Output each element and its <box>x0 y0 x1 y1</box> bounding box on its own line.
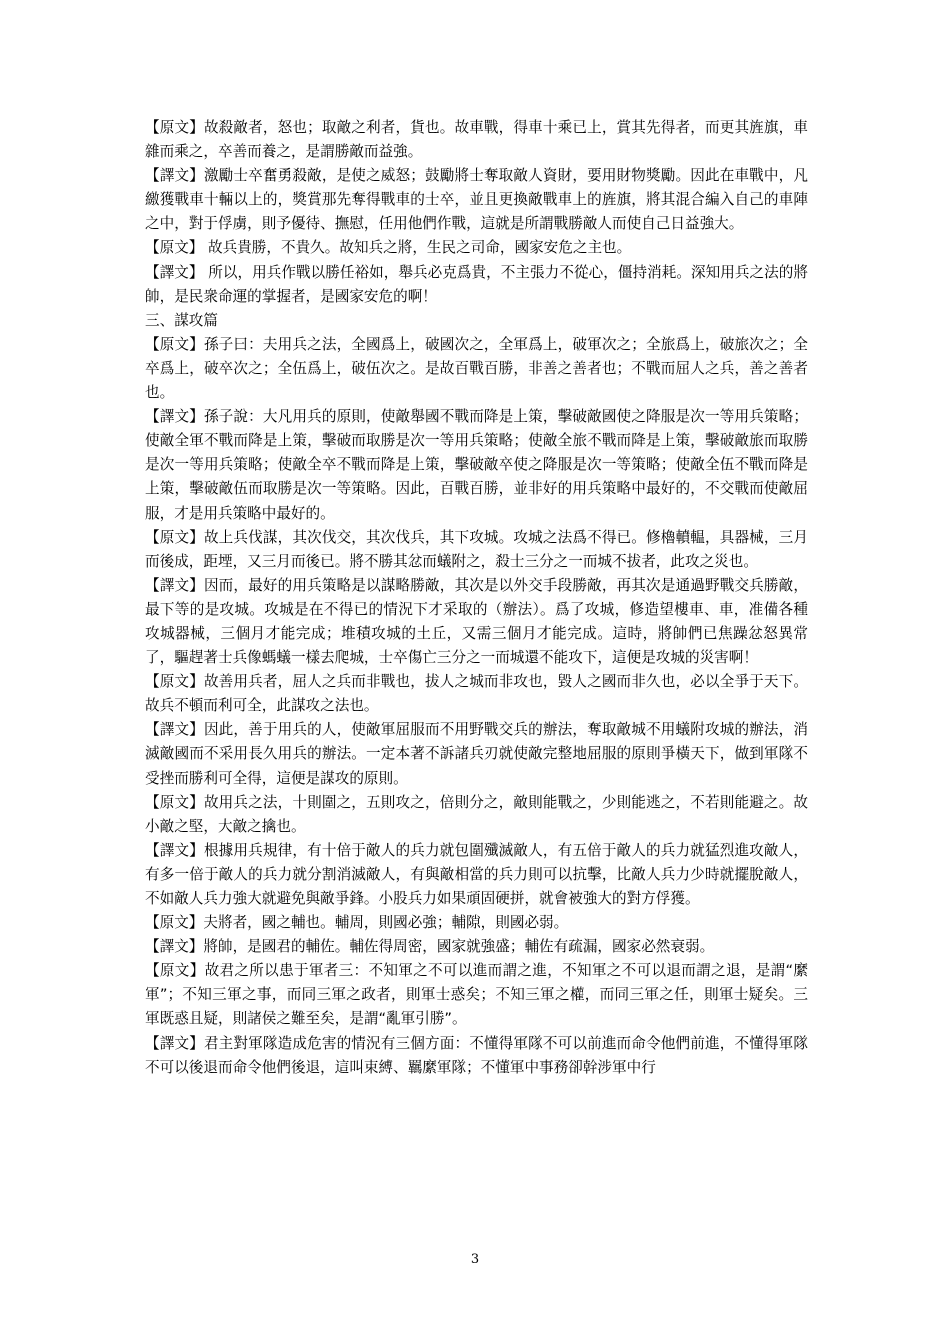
paragraph-translation-5: 【譯文】因此，善于用兵的人，使敵軍屈服而不用野戰交兵的辦法，奪取敵城不用蟻附攻城的辦法，消滅敵國而不采用長久用兵的辦法。一定本著不訴諸兵刃就使敵完整地屈服的原則爭橫天下，做到軍隊不受挫而勝利可全得，這便是謀攻的原則。 <box>145 721 808 787</box>
section-heading: 三、謀攻篇 <box>145 311 218 329</box>
paragraph-original-2: 【原文】 故兵貴勝，不貴久。故知兵之將，生民之司命，國家安危之主也。 <box>145 239 632 257</box>
paragraph-translation-4: 【譯文】因而，最好的用兵策略是以謀略勝敵，其次是以外交手段勝敵，再其次是通過野戰交兵勝敵，最下等的是攻城。攻城是在不得已的情況下才采取的（辦法）。爲了攻城，修造望樓車、車，准備各種攻城器械，三個月才能完成；堆積攻城的土丘，又需三個月才能完成。這時，將帥們已焦躁忿怒異常了，驅趕著士兵像螞蟻一樣去爬城，士卒傷亡三分之一而城還不能攻下，這便是攻城的災害啊！ <box>145 576 808 667</box>
paragraph-translation-7: 【譯文】將帥，是國君的輔佐。輔佐得周密，國家就強盛；輔佐有疏漏，國家必然衰弱。 <box>145 938 715 956</box>
paragraph-original-4: 【原文】故上兵伐謀，其次伐交，其次伐兵，其下攻城。攻城之法爲不得已。修櫓轒輼，具器械，三月而後成，距堙，又三月而後已。將不勝其忿而蟻附之，殺士三分之一而城不拔者，此攻之災也。 <box>145 528 808 570</box>
page-number: 3 <box>470 1252 480 1267</box>
paragraph-translation-3: 【譯文】孫子說：大凡用兵的原則，使敵舉國不戰而降是上策，擊破敵國使之降服是次一等用兵策略；使敵全軍不戰而降是上策，擊破而取勝是次一等用兵策略；使敵全旅不戰而降是上策，擊破敵旅而取勝是次一等用兵策略；使敵全卒不戰而降是上策，擊破敵卒使之降服是次一等策略；使敵全伍不戰而降是上策，擊破敵伍而取勝是次一等策略。因此，百戰百勝，並非好的用兵策略中最好的，不交戰而使敵屈服，才是用兵策略中最好的。 <box>145 408 808 522</box>
paragraph-translation-2: 【譯文】 所以，用兵作戰以勝任裕如，舉兵必克爲貴，不主張力不從心，僵持消耗。深知用兵之法的將帥，是民衆命運的掌握者，是國家安危的啊！ <box>145 263 808 305</box>
paragraph-original-6: 【原文】故用兵之法，十則圍之，五則攻之，倍則分之，敵則能戰之，少則能逃之，不若則能避之。故小敵之堅，大敵之擒也。 <box>145 793 808 835</box>
paragraph-translation-6: 【譯文】根據用兵規律，有十倍于敵人的兵力就包圍殲滅敵人，有五倍于敵人的兵力就猛烈進攻敵人，有多一倍于敵人的兵力就分割消滅敵人，有與敵相當的兵力則可以抗擊，比敵人兵力少時就擺脫敵人，不如敵人兵力強大就避免與敵爭鋒。小股兵力如果頑固硬拼，就會被強大的對方俘獲。 <box>145 841 808 907</box>
paragraph-translation-1: 【譯文】激勵士卒奮勇殺敵，是使之威怒；鼓勵將士奪取敵人資財，要用財物獎勵。因此在車戰中，凡繳獲戰車十輛以上的，獎賞那先奪得戰車的士卒，並且更換敵戰車上的旌旗，將其混合編入自己的車陣之中，對于俘虜，則予優待、撫慰，任用他們作戰，這就是所謂戰勝敵人而使自己日益強大。 <box>145 167 808 233</box>
paragraph-original-3: 【原文】孫子曰：夫用兵之法，全國爲上，破國次之，全軍爲上，破軍次之；全旅爲上，破旅次之；全卒爲上，破卒次之；全伍爲上，破伍次之。是故百戰百勝，非善之善者也；不戰而屈人之兵，善之善者也。 <box>145 335 808 402</box>
paragraph-original-5: 【原文】故善用兵者，屈人之兵而非戰也，拔人之城而非攻也，毀人之國而非久也，必以全爭于天下。故兵不頓而利可全，此謀攻之法也。 <box>145 673 808 715</box>
paragraph-translation-8: 【譯文】君主對軍隊造成危害的情況有三個方面：不懂得軍隊不可以前進而命令他們前進，不懂得軍隊不可以後退而命令他們後退，這叫束縛、羈縻軍隊；不懂軍中事務卻幹涉軍中行 <box>145 1034 808 1076</box>
paragraph-original-7: 【原文】夫將者，國之輔也。輔周，則國必強；輔隙，則國必弱。 <box>145 914 569 932</box>
paragraph-original-8: 【原文】故君之所以患于軍者三：不知軍之不可以進而謂之進，不知軍之不可以退而謂之退，是謂“縻軍”；不知三軍之事，而同三軍之政者，則軍士惑矣；不知三軍之權，而同三軍之任，則軍士疑矣。三軍既惑且疑，則諸侯之難至矣，是謂“亂軍引勝”。 <box>145 962 808 1028</box>
document-body <box>145 116 808 1080</box>
paragraph-original-1: 【原文】故殺敵者，怒也；取敵之利者，貨也。故車戰，得車十乘已上，賞其先得者，而更其旌旗，車雜而乘之，卒善而養之，是謂勝敵而益強。 <box>145 119 808 161</box>
